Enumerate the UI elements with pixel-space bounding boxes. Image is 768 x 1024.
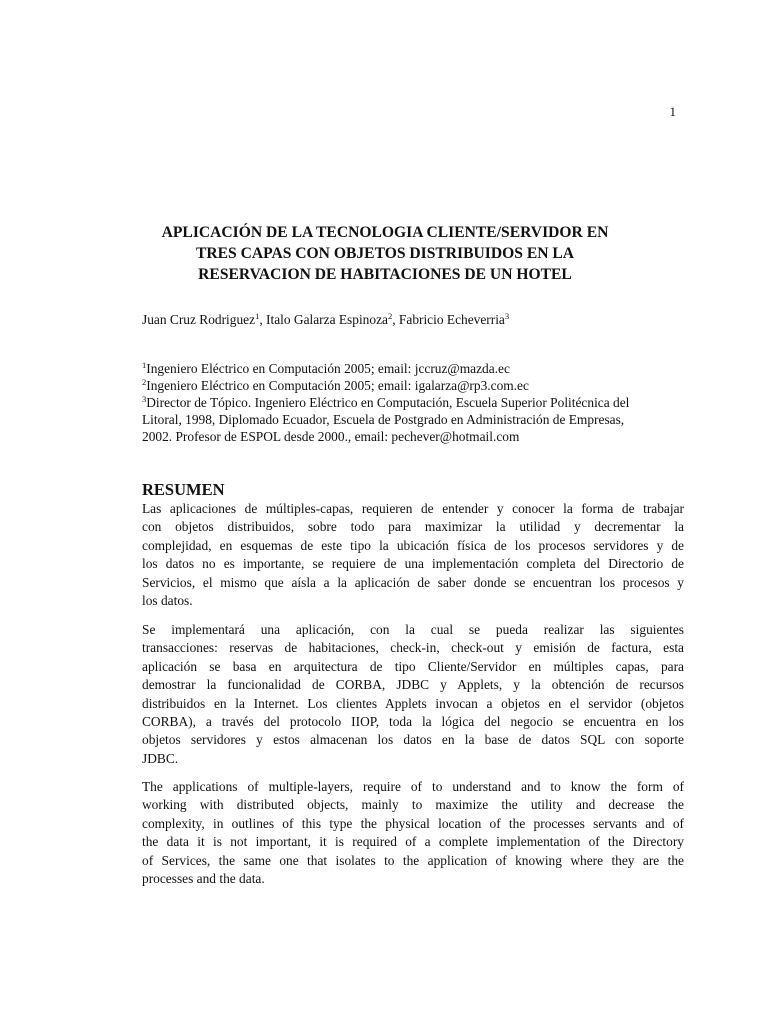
page-number: 1	[669, 104, 676, 119]
text-line: los datos no es importante, se requiere de una implementación completa del Directorio de	[142, 556, 684, 572]
abstract-paragraph-1	[142, 500, 684, 610]
affiliation-superscript: 1	[142, 360, 147, 370]
text-line: objetos servidores y estos almacenan los datos en la base de datos SQL con soporte	[142, 732, 684, 748]
text-line: con objetos distribuidos, sobre todo para maximizar la utilidad y decrementar la	[142, 519, 684, 535]
text-line: demostrar la funcionalidad de CORBA, JDBC y Applets, y la obtención de recursos	[142, 677, 684, 693]
section-heading-resumen: RESUMEN	[142, 480, 225, 499]
affiliation-1	[142, 360, 632, 377]
author-list	[142, 312, 509, 328]
text-line: Servicios, el mismo que aísla a la aplicación de saber donde se encuentran los procesos y	[142, 574, 684, 590]
paper-title	[140, 222, 630, 285]
author-name: Fabricio Echeverria	[398, 312, 505, 327]
author-name: Juan Cruz Rodriguez	[142, 312, 256, 327]
affiliation-text: Ingeniero Eléctrico en Computación 2005; email: jccruz@mazda.ec	[146, 361, 510, 376]
affiliation-text: Director de Tópico. Ingeniero Eléctrico en Computación, Escuela Superior Politécnica del Litoral, 1998, Diplomado Ecuador, Escuela de Postgrado en Administración de Empresas, 2002. Profesor de ESPOL desde 2000., email: pechever@hotmail.com	[142, 395, 630, 444]
title-line: TRES CAPAS CON OBJETOS DISTRIBUIDOS EN LA	[195, 245, 575, 262]
abstract-paragraph-2	[142, 621, 684, 768]
text-line: distribuidos en la Internet. Los clientes Applets invocan a objetos en el servidor (objetos	[142, 695, 684, 711]
text-line: JDBC.	[142, 750, 179, 766]
text-line: los datos.	[142, 593, 193, 609]
author-separator: ,	[259, 312, 267, 327]
title-line: RESERVACION DE HABITACIONES DE UN HOTEL	[198, 266, 572, 283]
affiliation-2	[142, 377, 632, 394]
author-superscript: 1	[255, 311, 260, 321]
text-line: Las aplicaciones de múltiples-capas, requieren de entender y conocer la forma de trabajar	[142, 501, 684, 516]
text-line: working with distributed objects, mainly to maximize the utility and decrease the	[142, 797, 684, 813]
text-line: transacciones: reservas de habitaciones, check-in, check-out y emisión de factura, esta	[142, 640, 684, 656]
text-line: aplicación se basa en arquitectura de tipo Cliente/Servidor en múltiples capas, para	[142, 658, 684, 674]
text-line: CORBA), a través del protocolo IIOP, toda la lógica del negocio se encuentra en los	[142, 714, 684, 730]
affiliation-superscript: 3	[142, 394, 147, 404]
author-superscript: 3	[504, 311, 510, 321]
text-line: complexity, in outlines of this type the physical location of the processes servants and of	[142, 815, 684, 831]
text-line: processes and the data.	[142, 871, 265, 887]
affiliation-3	[142, 394, 632, 445]
text-line: the data it is not important, it is required of a complete implementation of the Directory	[142, 834, 684, 850]
affiliation-superscript: 2	[142, 377, 147, 387]
text-line: The applications of multiple-layers, require of to understand and to know the form of	[142, 779, 684, 794]
affiliation-text: Ingeniero Eléctrico en Computación 2005; email: igalarza@rp3.com.ec	[146, 378, 529, 393]
affiliations	[142, 360, 632, 445]
title-line: APLICACIÓN DE LA TECNOLOGIA CLIENTE/SERVIDOR EN	[161, 224, 609, 241]
text-line: of Services, the same one that isolates to the application of knowing where they are the	[142, 852, 684, 868]
author-superscript: 2	[387, 311, 393, 321]
text-line: Se implementará una aplicación, con la cual se pueda realizar las siguientes	[142, 622, 684, 637]
abstract-paragraph-english	[142, 778, 684, 888]
author-name: Italo Galarza Espinoza	[266, 312, 388, 327]
text-line: complejidad, en esquemas de este tipo la ubicación física de los procesos servidores y de	[142, 537, 684, 553]
author-separator: ,	[392, 312, 399, 327]
